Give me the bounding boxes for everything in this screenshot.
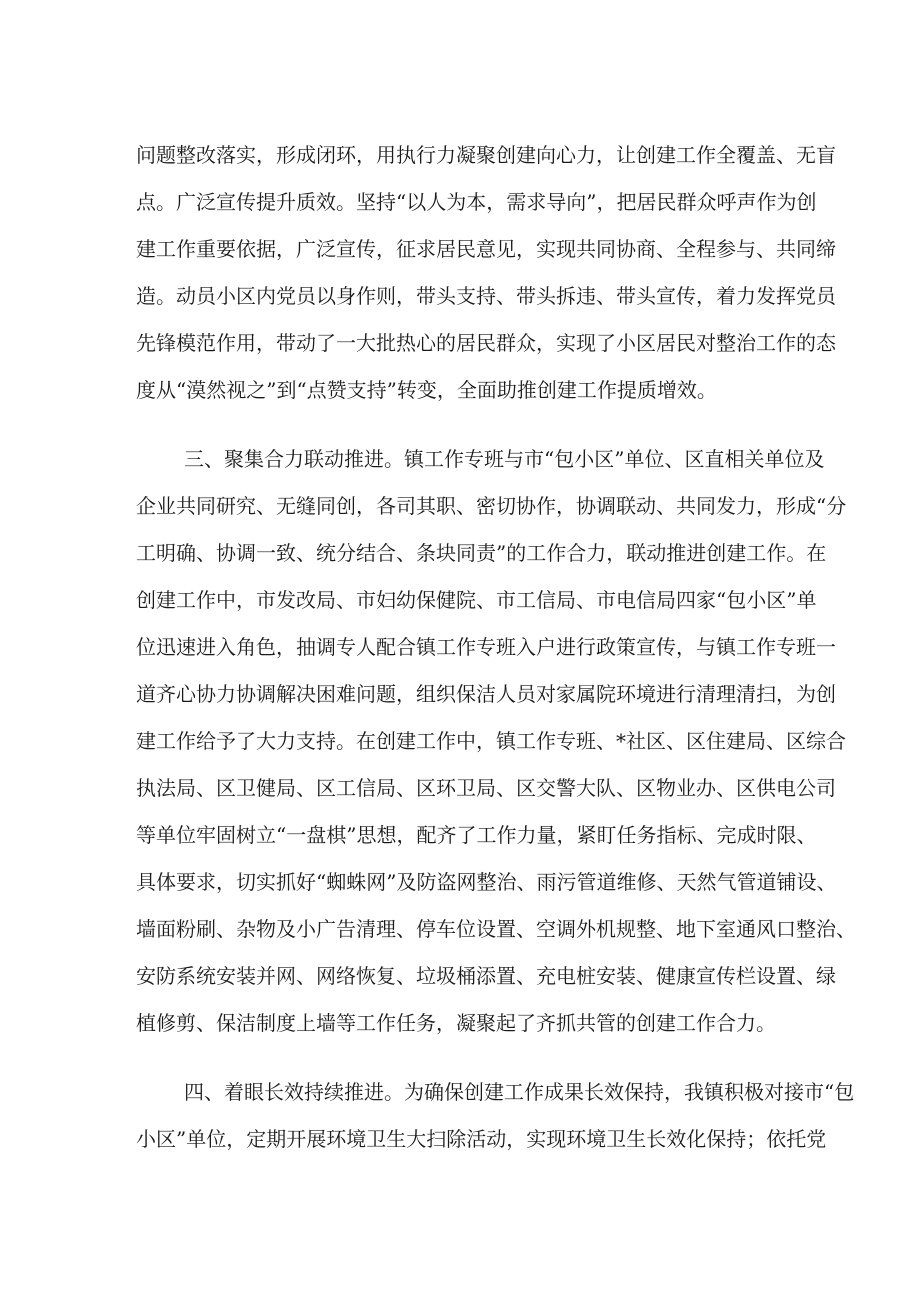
text-line: 造。动员小区内党员以身作则，带头支持、带头拆违、带头宣传，着力发挥党员 [136, 284, 836, 308]
text-line: 先锋模范作用，带动了一大批热心的居民群众，实现了小区居民对整治工作的态 [136, 331, 836, 355]
text-line: 建工作重要依据，广泛宣传，征求居民意见，实现共同协商、全程参与、共同缔 [136, 237, 836, 261]
paragraph-heading-line: 四、着眼长效持续推进。为确保创建工作成果长效保持，我镇积极对接市“包 [184, 1080, 855, 1104]
text-line: 建工作给予了大力支持。在创建工作中，镇工作专班、*社区、区住建局、区综合 [136, 729, 846, 753]
text-line: 安防系统安装并网、网络恢复、垃圾桶添置、充电桩安装、健康宣传栏设置、绿 [136, 964, 836, 988]
text-line: 等单位牢固树立“一盘棋”思想，配齐了工作力量，紧盯任务指标、完成时限、 [136, 823, 817, 847]
text-line: 创建工作中，市发改局、市妇幼保健院、市工信局、市电信局四家“包小区”单 [136, 588, 817, 612]
text-line: 执法局、区卫健局、区工信局、区环卫局、区交警大队、区物业办、区供电公司 [136, 776, 836, 800]
text-line: 点。广泛宣传提升质效。坚持“以人为本，需求导向”，把居民群众呼声作为创 [136, 190, 817, 214]
paragraph-heading-line: 三、聚集合力联动推进。镇工作专班与市“包小区”单位、区直相关单位及 [184, 447, 825, 471]
text-line: 问题整改落实，形成闭环，用执行力凝聚创建向心力，让创建工作全覆盖、无盲 [136, 143, 836, 167]
text-line: 企业共同研究、无缝同创，各司其职、密切协作，协调联动、共同发力，形成“分 [136, 494, 847, 518]
text-line: 植修剪、保洁制度上墙等工作任务，凝聚起了齐抓共管的创建工作合力。 [136, 1011, 776, 1035]
text-line: 度从“漠然视之”到“点赞支持”转变，全面助推创建工作提质增效。 [136, 378, 717, 402]
text-line: 道齐心协力协调解决困难问题，组织保洁人员对家属院环境进行清理清扫，为创 [136, 682, 836, 706]
text-line: 小区”单位，定期开展环境卫生大扫除活动，实现环境卫生长效化保持；依托党 [136, 1127, 827, 1151]
text-line: 工明确、协调一致、统分结合、条块同责”的工作合力，联动推进创建工作。在 [136, 541, 827, 565]
text-line: 具体要求，切实抓好“蜘蛛网”及防盗网整治、雨污管道维修、天然气管道铺设、 [136, 870, 837, 894]
text-line: 位迅速进入角色，抽调专人配合镇工作专班入户进行政策宣传，与镇工作专班一 [136, 635, 836, 659]
text-line: 墙面粉刷、杂物及小广告清理、停车位设置、空调外机规整、地下室通风口整治、 [136, 917, 856, 941]
